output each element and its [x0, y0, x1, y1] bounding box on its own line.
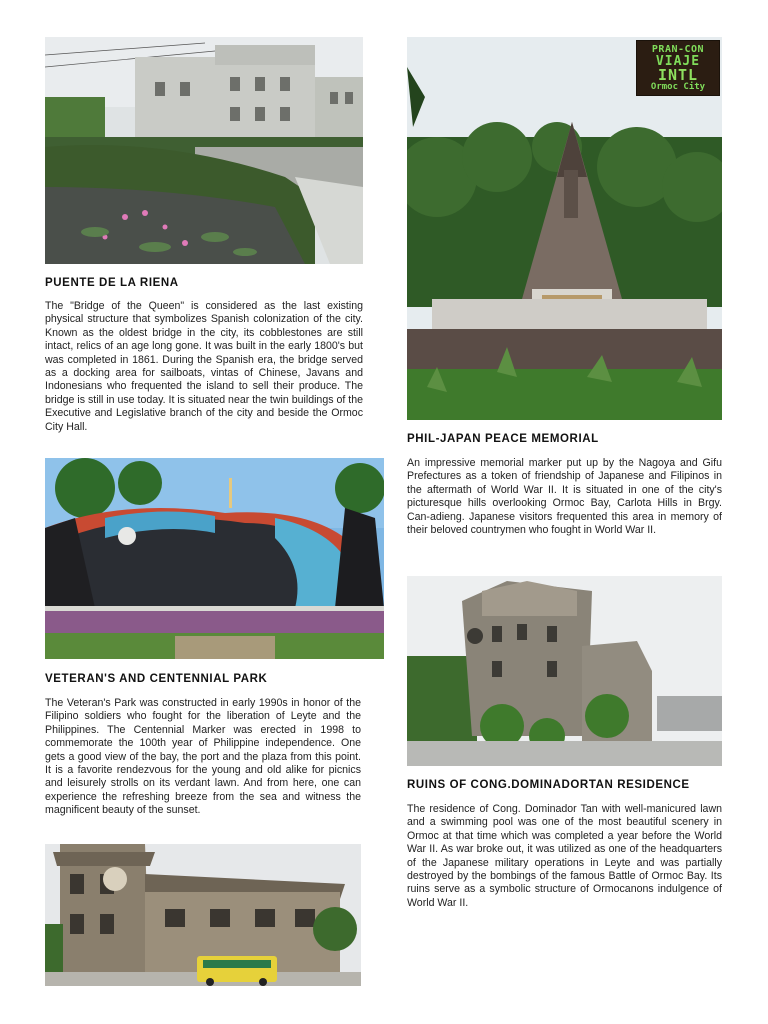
bridge-image	[45, 37, 363, 264]
old-building-image	[45, 844, 361, 986]
ruins-image	[407, 576, 722, 766]
section-title-puente: PUENTE DE LA RIENA	[45, 277, 179, 289]
logo-line-3: INTL	[657, 65, 699, 84]
section-title-phil-japan: PHIL-JAPAN PEACE MEMORIAL	[407, 433, 599, 445]
section-body-phil-japan: An impressive memorial marker put up by the Nagoya and Gifu Prefectures as a token of friendship of Japanese and Filipinos in the aftermath of World War II. It is situated in one of the city's picturesque hills overlooking Ormoc Bay, Carlota Hills in Brgy. Can-adieng. Japanese visitors frequented this area in memory of their beloved countrymen who fought in World War II.	[407, 457, 722, 537]
veterans-mural-image	[45, 458, 384, 659]
logo-line-4: Ormoc City	[650, 81, 706, 92]
section-title-ruins: RUINS OF CONG.DOMINADORTAN RESIDENCE	[407, 779, 690, 791]
ruins-tan-residence-photo	[407, 576, 722, 766]
logo-line-2: VIAJE	[655, 53, 701, 69]
section-body-puente: The "Bridge of the Queen" is considered as the last existing physical structure that symbolizes Spanish colonization of the city. Known as the oldest bridge in the city, its cobblestones are still intact, relics of an age long gone. It was built in the early 1800's but was completed in 1861. During the Spanish era, the bridge served as a docking area for sailboats, vintas of Chinese, Javans and Indonesians who frequented the island to sell their produce. The bridge is still in use today. It is situated near the twin buildings of the Executive and Legislative branch of the city and beside the Ormoc City Hall.	[45, 300, 363, 433]
old-building-photo	[45, 844, 361, 986]
section-title-veterans: VETERAN'S AND CENTENNIAL PARK	[45, 673, 268, 685]
logo-line-1: PRAN-CON	[651, 43, 705, 55]
section-body-veterans: The Veteran's Park was constructed in early 1990s in honor of the Filipino soldiers who fought for the liberation of Leyte and the Philippines. The Centennial Marker was erected in 1998 to commemorate the 100th year of Philippine independence. One gets a good view of the bay, the port and the plaza from this point. It is a favorite rendezvous for the young and old alike for picnics and leisurely strolls on its verdant lawn. And from here, one can experience the refreshing breeze from the sea and witness the magnificent beauty of the sunset.	[45, 697, 361, 817]
viaje-intl-logo	[636, 40, 720, 96]
section-body-ruins: The residence of Cong. Dominador Tan with well-manicured lawn and a swimming pool was one of the most beautiful scenery in Ormoc at that time which was completed a year before the World War II. As war broke out, it was utilized as one of the headquarters of the Japanese military operations in Leyte and was partially destroyed by the bombings of the famous Battle of Ormoc Bay. Its ruins serve as a symbolic structure of Ormocanons indulgence of World War II.	[407, 803, 722, 909]
puente-de-la-riena-photo	[45, 37, 363, 264]
veterans-park-photo	[45, 458, 384, 659]
